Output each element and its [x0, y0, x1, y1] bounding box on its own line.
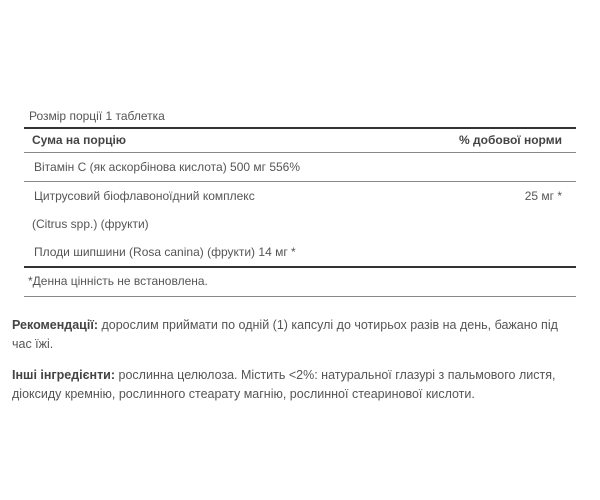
table-row-vitamin-c [24, 153, 576, 181]
table-row-rosehips [24, 238, 576, 266]
table-header [24, 129, 576, 152]
daily-value-header: % добової норми [459, 133, 562, 147]
table-row-bioflavonoid [24, 182, 576, 210]
serving-size: Розмір порції 1 таблетка [29, 109, 165, 123]
footnote: *Денна цінність не встановлена. [28, 274, 208, 288]
supplement-facts-table [24, 105, 576, 297]
table-row-citrus-source [24, 210, 576, 238]
other-ingredients-paragraph [12, 366, 572, 404]
bioflavonoid-amount: 25 мг * [524, 189, 562, 203]
recommendations-text: дорослим приймати по одній (1) капсулі до чотирьох разів на день, бажано під час їжі. [12, 318, 558, 351]
recommendations-label: Рекомендації: [12, 318, 99, 332]
bioflavonoid-name: Цитрусовий біофлавоноїдний комплекс [34, 189, 255, 203]
recommendations-paragraph [12, 316, 572, 354]
rosehips-text: Плоди шипшини (Rosa canina) (фрукти) 14 мг * [34, 245, 296, 259]
divider [24, 296, 576, 297]
other-ingredients-text: рослинна целюлоза. Містить <2%: натуральної глазурі з пальмового листя, діоксиду кремнію, рослинного стеарату магнію, рослинної стеаринової кислоти. [12, 368, 556, 401]
amount-per-serving-header: Сума на порцію [32, 133, 127, 147]
citrus-source-text: (Citrus spp.) (фрукти) [32, 217, 149, 231]
vitamin-c-text: Вітамін С (як аскорбінова кислота) 500 мг 556% [34, 160, 301, 174]
other-ingredients-label: Інші інгредієнти: [12, 368, 116, 382]
